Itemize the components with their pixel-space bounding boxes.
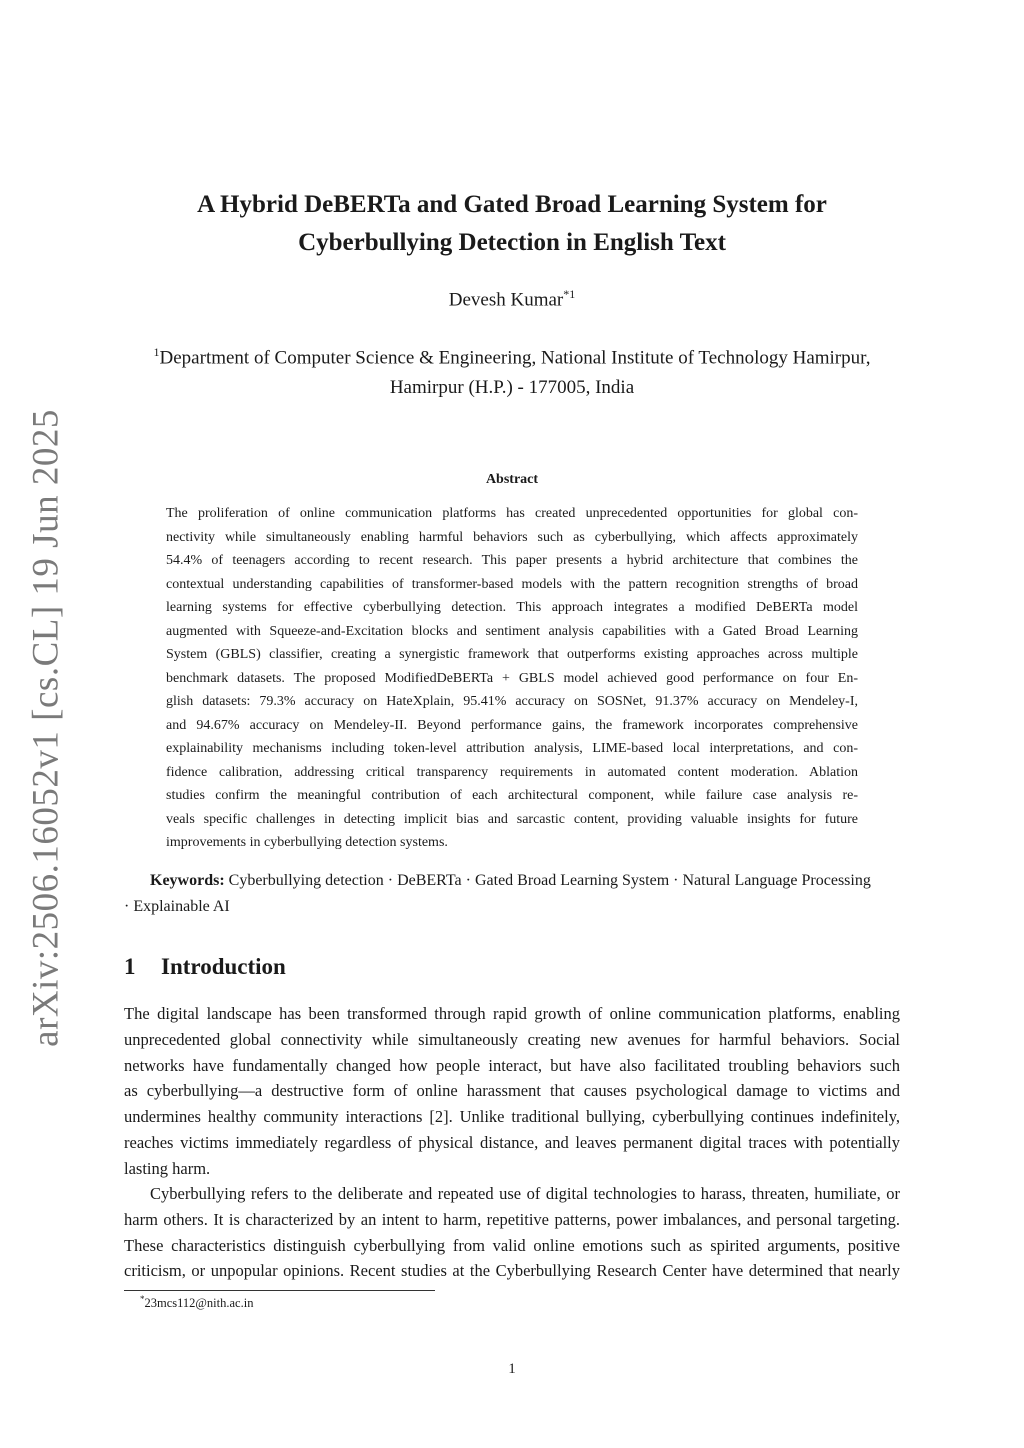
- abstract-line: veals specific challenges in detecting implicit bias and sarcastic content, providing valuable insights for future: [166, 811, 858, 827]
- abstract-line: improvements in cyberbullying detection systems.: [166, 835, 448, 850]
- affiliation-text: Department of Computer Science & Engineering, National Institute of Technology Hamirpur,: [159, 347, 871, 369]
- footnote-divider: [124, 1290, 435, 1291]
- paper-title: [150, 186, 874, 262]
- abstract-line: 54.4% of teenagers according to recent research. This paper presents a hybrid architecture that combines the: [166, 553, 858, 568]
- affiliation-mark: 1: [153, 345, 160, 359]
- abstract-line: fidence calibration, addressing critical transparency requirements in automated content moderation. Ablation: [166, 764, 858, 780]
- abstract-heading: Abstract: [485, 472, 539, 487]
- author-name: Devesh Kumar: [448, 289, 564, 311]
- section-number: 1: [124, 954, 136, 979]
- paragraph-line: networks have fundamentally changed how people interact, but have also facilitated troubling behaviors such: [124, 1055, 900, 1075]
- paragraph-line: lasting harm.: [124, 1158, 211, 1178]
- paragraph-line: The digital landscape has been transformed through rapid growth of online communication platforms, enabling: [124, 1004, 900, 1023]
- keywords-label: Keywords:: [150, 872, 225, 889]
- paragraph-line: These characteristics distinguish cyberbullying from valid online emotions such as spirited arguments, positive: [124, 1235, 900, 1255]
- paragraph-line: Cyberbullying refers to the deliberate and repeated use of digital technologies to harass, threaten, humiliate, or: [150, 1184, 900, 1203]
- author-line: [150, 287, 874, 311]
- footnote: [140, 1294, 253, 1311]
- intro-paragraph-1: [124, 1001, 900, 1182]
- abstract-line: The proliferation of online communication platforms has created unprecedented opportunities for global con-: [166, 506, 858, 521]
- abstract-line: benchmark datasets. The proposed ModifiedDeBERTa + GBLS model achieved good performance on four En-: [166, 670, 858, 686]
- arxiv-identifier: arXiv:2506.16052v1 [cs.CL] 19 Jun 2025: [25, 409, 67, 1047]
- paragraph-line: reaches victims immediately regardless of physical distance, and leaves permanent digital traces with potentially: [124, 1132, 900, 1152]
- affiliation-line-2: Hamirpur (H.P.) - 177005, India: [389, 377, 635, 399]
- author-marks: *1: [563, 287, 576, 301]
- section-title: Introduction: [161, 954, 286, 979]
- intro-paragraph-2: [124, 1181, 900, 1284]
- paragraph-line: unprecedented global connectivity while simultaneously creating new avenues for harmful behaviors. Social: [124, 1029, 900, 1049]
- affiliation-line-1: [120, 337, 904, 373]
- abstract-line: System (GBLS) classifier, creating a synergistic framework that outperforms existing approaches across multiple: [166, 647, 858, 662]
- paragraph-line: undermines healthy community interactions [2]. Unlike traditional bullying, cyberbullying continues indefinitely,: [124, 1107, 900, 1127]
- abstract-line: augmented with Squeeze-and-Excitation blocks and sentiment analysis capabilities with a Gated Broad Learning: [166, 623, 858, 639]
- keywords-line-2: · Explainable AI: [124, 898, 230, 915]
- page-number: 1: [508, 1361, 516, 1377]
- abstract-line: explainability mechanisms including token-level attribution analysis, LIME-based local interpretations, and con-: [166, 741, 858, 756]
- arxiv-stamp: [0, 0, 100, 1448]
- footnote-email: 23mcs112@nith.ac.in: [144, 1296, 254, 1311]
- abstract-line: glish datasets: 79.3% accuracy on HateXplain, 95.41% accuracy on SOSNet, 91.37% accuracy on Mendeley-I,: [166, 694, 858, 709]
- abstract-line: studies confirm the meaningful contribution of each architectural component, while failure case analysis re-: [166, 788, 858, 803]
- paragraph-line: as cyberbullying—a destructive form of online harassment that causes psychological damage to victims and: [124, 1081, 900, 1101]
- affiliation: [120, 337, 904, 403]
- abstract-line: and 94.67% accuracy on Mendeley-II. Beyond performance gains, the framework incorporates comprehensive: [166, 717, 858, 733]
- abstract-body: [166, 502, 858, 855]
- title-line: A Hybrid DeBERTa and Gated Broad Learning System for: [197, 191, 827, 218]
- abstract-line: nectivity while simultaneously enabling harmful behaviors such as cyberbullying, which affects approximately: [166, 529, 858, 545]
- paragraph-line: criticism, or unpopular opinions. Recent studies at the Cyberbullying Research Center have determined that nearly: [124, 1261, 900, 1281]
- section-heading: [124, 954, 286, 980]
- keywords: [124, 868, 900, 920]
- keywords-line-1: [124, 868, 900, 894]
- title-line: Cyberbullying Detection in English Text: [298, 229, 726, 256]
- paragraph-line: harm others. It is characterized by an intent to harm, repetitive patterns, power imbalances, and personal targeting.: [124, 1209, 900, 1229]
- footnote-mark: *: [140, 1294, 145, 1304]
- abstract-line: contextual understanding capabilities of transformer-based models with the pattern recognition strengths of broad: [166, 576, 858, 592]
- abstract-line: learning systems for effective cyberbullying detection. This approach integrates a modified DeBERTa model: [166, 600, 858, 615]
- keywords-list: Cyberbullying detection · DeBERTa · Gated Broad Learning System · Natural Language Processing: [228, 872, 871, 889]
